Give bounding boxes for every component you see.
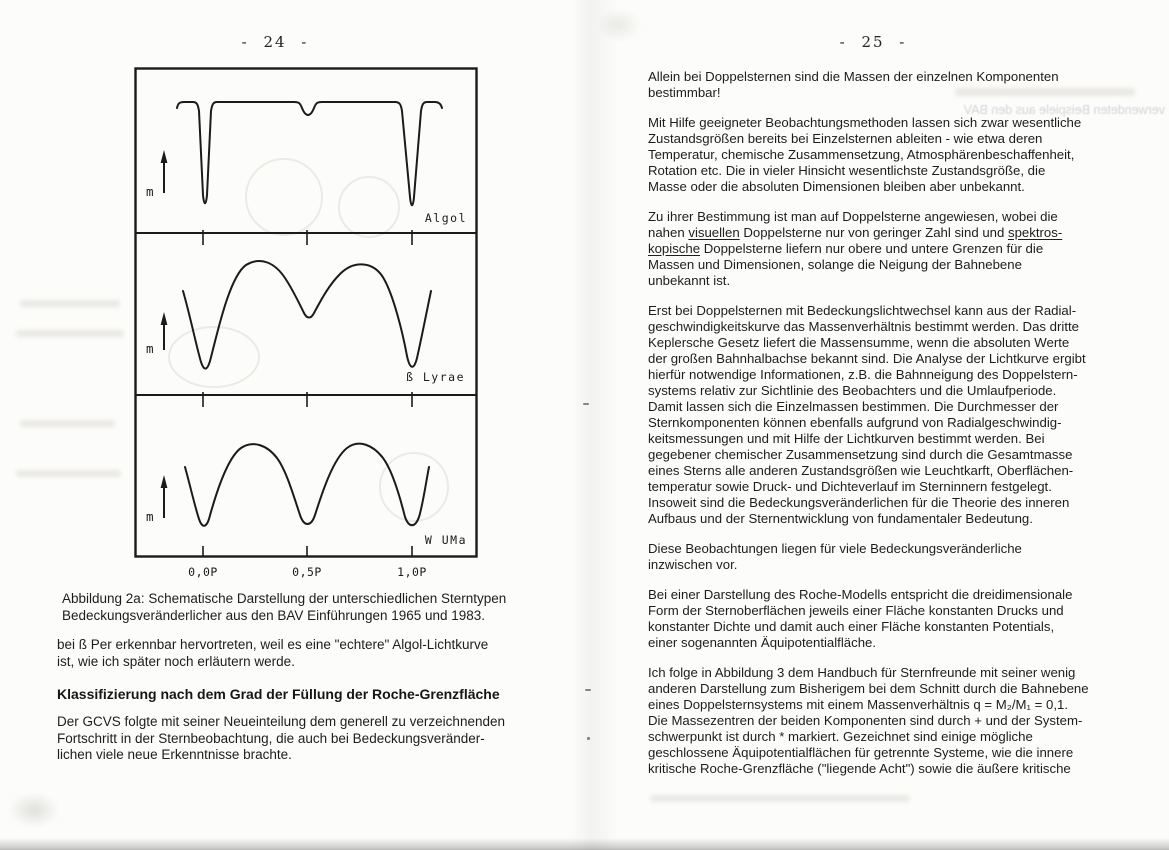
phase-tick-0: 0,0P <box>188 565 218 579</box>
paragraph: Allein bei Doppelsternen sind die Massen der einzelnen Komponenten bestimmbar! <box>648 69 1059 100</box>
magnitude-axis-panel-3 <box>146 475 167 524</box>
bleed-through-smudge <box>20 300 120 307</box>
axis-label-m: m <box>146 184 154 199</box>
paragraph: Ich folge in Abbildung 3 dem Handbuch für Sternfreunde mit seiner wenig anderen Darstellung zum Bisherigem bei dem Schnitt durch die Bahnebene eines Doppelsternsystems mit einem Massenverhältnis q = M₂/M₁ = 0,1. Die Massezentren der beiden Komponenten sind durch + und der System- schwerpunkt ist durch * markiert. Gezeichnet sind einige mögliche geschlossene Äquipotentialflächen für getrennte Systeme, wie die innere kritische Roche-Grenzfläche ("liegende Acht") sowie die äußere kritische <box>648 665 1089 776</box>
phase-tick-1: 1,0P <box>397 565 427 579</box>
right-page-text-column <box>648 69 1153 791</box>
magnitude-axis-panel-2 <box>146 312 167 356</box>
paragraph: Bei einer Darstellung des Roche-Modells entspricht die dreidimensionale Form der Sternoberflächen jeweils einer Fläche konstanten Drucks und konstanter Dichte und damit auch einer Fläche konstanten Potentials, einer sogenannten Äquipotentialfläche. <box>648 587 1073 650</box>
paragraph: Diese Beobachtungen liegen für viele Bedeckungsveränderliche inzwischen vor. <box>648 541 1022 572</box>
star-label-beta-lyrae: ß Lyrae <box>406 370 465 384</box>
bleed-through-smudge <box>20 420 115 427</box>
beta-lyrae-lightcurve <box>183 261 431 369</box>
bleed-through-smudge <box>650 795 910 802</box>
phase-tick-05: 0,5P <box>292 565 322 579</box>
paragraph: Zu ihrer Bestimmung ist man auf Doppelsterne angewiesen, wobei die nahen visuellen Doppelsterne nur von geringer Zahl sind und spektros- kopische Doppelsterne liefern nur obere und untere Grenzen für die Massen und Dimensionen, solange die Neigung der Bahnebene unbekannt ist. <box>648 209 1063 288</box>
figure-caption: Abbildung 2a: Schematische Darstellung der unterschiedlichen Sterntypen Bedeckungsveränderlicher aus den BAV Einführungen 1965 und 1983. <box>62 591 507 623</box>
paragraph: Der GCVS folgte mit seiner Neueinteilung dem generell zu verzeichnenden Fortschritt in der Sternbeobachtung, die auch bei Bedeckungsveränder- lichen viele neue Erkenntnisse brachte. <box>57 714 505 762</box>
star-label-algol: Algol <box>424 211 467 225</box>
axis-label-m: m <box>146 509 154 524</box>
bleed-through-smudge <box>16 330 124 337</box>
bleed-through-smudge <box>16 470 121 477</box>
page-number-24: - 24 - <box>241 33 309 51</box>
paragraph: Mit Hilfe geeigneter Beobachtungsmethoden lassen sich zwar wesentliche Zustandsgrößen bereits bei Einzelsternen ableiten - wie etwa deren Temperatur, chemische Zusammensetzung, Atmosphärenbeschaffenheit, Rotation etc. Die in vieler Hinsicht wesentlichste Zustandsgröße, die Masse oder die absoluten Dimensionen bleiben aber unbekannt. <box>648 115 1082 194</box>
star-label-w-uma: W UMa <box>424 533 467 547</box>
section-heading: Klassifizierung nach dem Grad der Füllung der Roche-Grenzfläche <box>57 686 500 702</box>
lightcurve-figure <box>134 67 478 583</box>
scan-speck <box>585 689 591 691</box>
paragraph: bei ß Per erkennbar hervortreten, weil es eine "echtere" Algol-Lichtkurve ist, wie ich später noch erläutern werde. <box>57 637 489 669</box>
magnitude-axis-panel-1 <box>146 150 167 199</box>
bleed-through-text: verwendeten Beispiele aus den BAV <box>963 103 1165 117</box>
paragraph: Erst bei Doppelsternen mit Bedeckungslichtwechsel kann aus der Radial- geschwindigkeitskurve das Massenverhältnis bestimmt werden. Das dritte Keplersche Gesetz liefert die Massensumme, wenn die absoluten Werte der großen Bahnhalbachse bekannt sind. Die Analyse der Lichtkurve ergibt hierfür notwendige Informationen, z.B. die Bahnneigung des Doppelstern- systems relativ zur Sichtlinie des Beobachters und die Umlaufperiode. Damit lassen sich die Einzelmassen bestimmen. Die Durchmesser der Sternkomponenten können ebenfalls aufgrund von Radialgeschwindig- keitsmessungen und mit Hilfe der Lichtkurven bestimmt werden. Bei gegebener chemischer Zusammensetzung sind durch die Gesamtmasse eines Sterns alle anderen Zustandsgrößen wie Leuchtkarft, Oberflächen- temperatur sowie Druck- und Dichteverlauf im Sterninnern festgelegt. Insoweit sind die Bedeckungsveränderlichen für die Theorie des inneren Aufbaus und der Sternentwicklung von fundamentaler Bedeutung. <box>648 303 1086 526</box>
up-arrow-icon <box>161 150 168 163</box>
up-arrow-icon <box>161 312 168 325</box>
scan-speck <box>583 403 589 405</box>
scan-smudge <box>596 8 642 42</box>
page-number-25: - 25 - <box>839 33 907 51</box>
scan-smudge <box>8 792 60 828</box>
axis-label-m: m <box>146 341 154 356</box>
bleed-through-shapes <box>169 159 448 521</box>
up-arrow-icon <box>161 475 168 488</box>
algol-lightcurve <box>177 102 442 205</box>
scan-speck <box>587 737 590 740</box>
scan-bottom-edge <box>0 838 1169 850</box>
